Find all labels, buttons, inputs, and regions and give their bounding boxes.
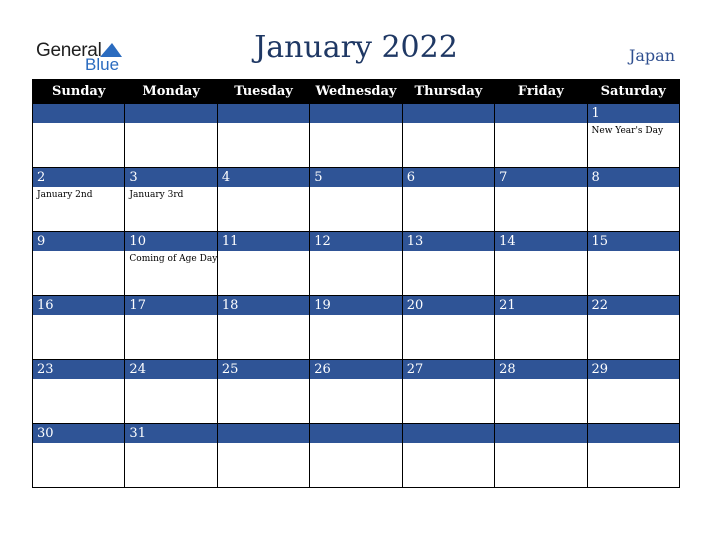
day-cell: [495, 232, 587, 296]
weekday-header: Saturday: [587, 80, 679, 104]
day-number: [403, 424, 494, 443]
day-cell: [495, 296, 587, 360]
day-cell: [587, 424, 679, 488]
day-number: 19: [310, 296, 401, 315]
day-cell: [402, 296, 494, 360]
weekday-header: Thursday: [402, 80, 494, 104]
day-number: 27: [403, 360, 494, 379]
day-cell: [33, 424, 125, 488]
weekday-header: Sunday: [33, 80, 125, 104]
holiday-label: January 3rd: [129, 190, 184, 200]
day-number: 25: [218, 360, 309, 379]
day-cell: [125, 296, 217, 360]
day-cell: [125, 424, 217, 488]
calendar-grid: [32, 79, 680, 488]
day-cell: [217, 424, 309, 488]
day-number: [495, 104, 586, 123]
day-number: 22: [588, 296, 679, 315]
day-number: 2: [33, 168, 124, 187]
logo-text-general: General: [36, 40, 102, 61]
day-cell: [402, 168, 494, 232]
day-number: 26: [310, 360, 401, 379]
day-number: [495, 424, 586, 443]
day-cell: [310, 168, 402, 232]
day-number: 31: [125, 424, 216, 443]
weekday-header: Friday: [495, 80, 587, 104]
week-row: [33, 168, 680, 232]
day-number: 24: [125, 360, 216, 379]
day-number: 16: [33, 296, 124, 315]
day-number: [403, 104, 494, 123]
day-number: 20: [403, 296, 494, 315]
day-cell: [402, 424, 494, 488]
day-number: [33, 104, 124, 123]
day-cell: [310, 232, 402, 296]
day-cell: [125, 360, 217, 424]
day-number: 21: [495, 296, 586, 315]
day-cell: [33, 168, 125, 232]
day-cell: [587, 360, 679, 424]
weekday-header: Tuesday: [217, 80, 309, 104]
week-row: [33, 424, 680, 488]
day-number: 5: [310, 168, 401, 187]
day-number: [218, 104, 309, 123]
day-cell: [310, 296, 402, 360]
day-number: 4: [218, 168, 309, 187]
day-cell: [402, 104, 494, 168]
day-number: 15: [588, 232, 679, 251]
day-number: 7: [495, 168, 586, 187]
day-cell: [125, 168, 217, 232]
day-number: 30: [33, 424, 124, 443]
day-cell: [217, 168, 309, 232]
day-number: 6: [403, 168, 494, 187]
day-number: [310, 104, 401, 123]
day-cell: [33, 296, 125, 360]
day-cell: [587, 168, 679, 232]
day-number: 14: [495, 232, 586, 251]
day-number: 23: [33, 360, 124, 379]
day-cell: [587, 296, 679, 360]
weekday-header-row: [33, 80, 680, 104]
day-cell: [495, 168, 587, 232]
day-number: 17: [125, 296, 216, 315]
day-number: [125, 104, 216, 123]
day-cell: [217, 104, 309, 168]
holiday-label: January 2nd: [37, 190, 93, 200]
day-cell: [495, 104, 587, 168]
day-cell: [125, 232, 217, 296]
day-number: 8: [588, 168, 679, 187]
logo-text-blue: Blue: [85, 55, 120, 74]
week-row: [33, 104, 680, 168]
day-number: 9: [33, 232, 124, 251]
day-cell: [310, 360, 402, 424]
day-cell: [587, 104, 679, 168]
day-cell: [217, 360, 309, 424]
day-cell: [495, 424, 587, 488]
day-number: 10: [125, 232, 216, 251]
day-cell: [33, 104, 125, 168]
day-cell: [125, 104, 217, 168]
day-cell: [217, 232, 309, 296]
day-cell: [310, 424, 402, 488]
day-number: 1: [588, 104, 679, 123]
day-cell: [495, 360, 587, 424]
day-number: [310, 424, 401, 443]
day-number: 3: [125, 168, 216, 187]
holiday-label: Coming of Age Day: [129, 254, 218, 264]
day-cell: [33, 232, 125, 296]
day-cell: [217, 296, 309, 360]
day-cell: [402, 360, 494, 424]
day-number: [588, 424, 679, 443]
day-number: 12: [310, 232, 401, 251]
day-number: 13: [403, 232, 494, 251]
day-number: 11: [218, 232, 309, 251]
holiday-label: New Year's Day: [591, 126, 664, 136]
day-cell: [402, 232, 494, 296]
day-number: 18: [218, 296, 309, 315]
day-number: 28: [495, 360, 586, 379]
day-number: 29: [588, 360, 679, 379]
week-row: [33, 232, 680, 296]
day-cell: [33, 360, 125, 424]
weekday-header: Monday: [125, 80, 217, 104]
day-cell: [587, 232, 679, 296]
day-number: [218, 424, 309, 443]
country-label: Japan: [628, 46, 675, 65]
week-row: [33, 296, 680, 360]
week-row: [33, 360, 680, 424]
weekday-header: Wednesday: [310, 80, 402, 104]
calendar-title: January 2022: [254, 30, 458, 65]
day-cell: [310, 104, 402, 168]
